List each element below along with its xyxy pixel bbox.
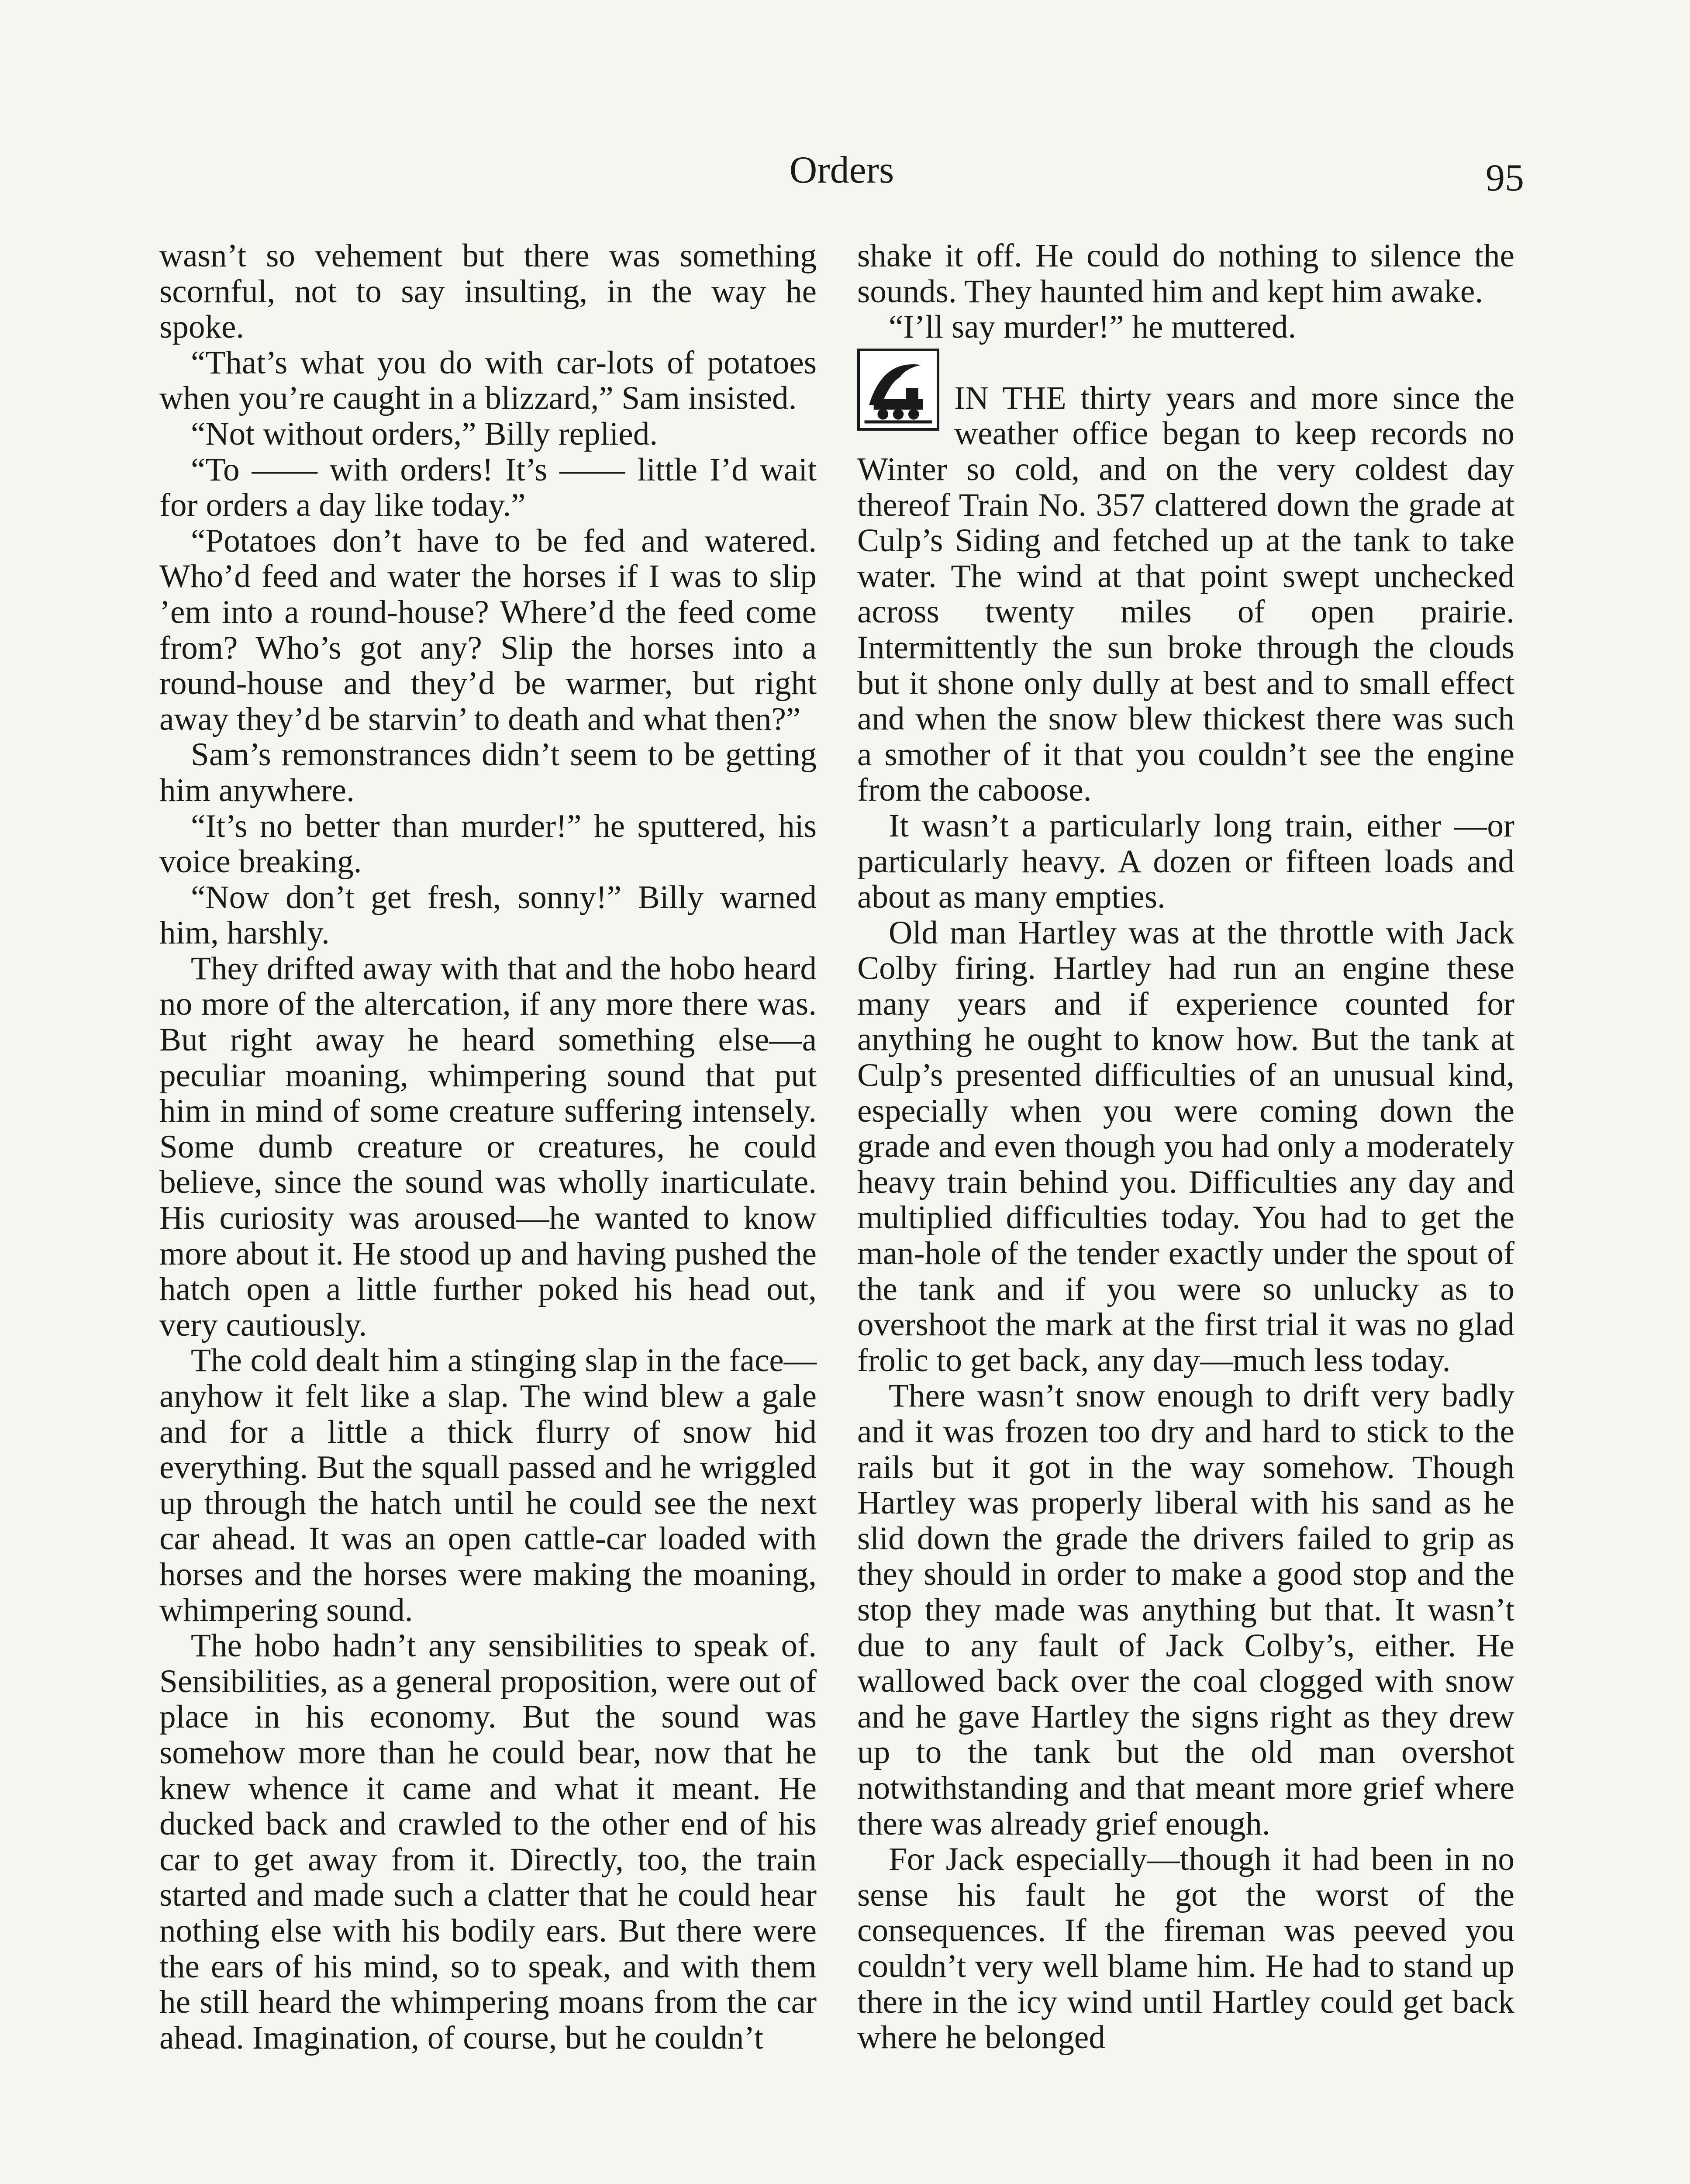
- page-number: 95: [1486, 157, 1524, 199]
- paragraph: “That’s what you do with car-lots of potatoes when you’re caught in a blizzard,” Sam insisted.: [159, 344, 817, 417]
- paragraph: “Potatoes don’t have to be fed and watered. Who’d feed and water the horses if I was to slip ’em into a round-house? Where’d the feed come from? Who’s got any? Slip the horses into a round-house and they’d be warmer, but right away they’d be starvin’ to death and what then?”: [159, 522, 817, 737]
- paragraph: It wasn’t a particularly long train, either —or particularly heavy. A dozen or fifteen loads and about as many empties.: [857, 807, 1514, 916]
- paragraph: They drifted away with that and the hobo heard no more of the altercation, if any more there was. But right away he heard something else—a peculiar moaning, whimpering sound that put him in mind of some creature suffering intensely. Some dumb creature or creatures, he could believe, since the sound was wholly inarticulate. His curiosity was aroused—he wanted to know more about it. He stood up and having pushed the hatch open a little further poked his head out, very cautiously.: [159, 950, 817, 1343]
- paragraph: For Jack especially—though it had been in no sense his fault he got the worst of the consequences. If the fireman was peeved you couldn’t very well blame him. He had to stand up there in the icy wind until Hartley could get back where he belonged: [857, 1841, 1514, 2056]
- left-column: [159, 238, 817, 2056]
- paragraph: There wasn’t snow enough to drift very badly and it was frozen too dry and hard to stick to the rails but it got in the way somehow. Though Hartley was properly liberal with his sand as he slid down the grade the drivers failed to grip as they should in order to make a good stop and the stop they made was anything but that. It wasn’t due to any fault of Jack Colby’s, either. He wallowed back over the coal clogged with snow and he gave Hartley the signs right as they drew up to the tank but the old man overshot notwithstanding and that meant more grief where there was already grief enough.: [857, 1378, 1514, 1842]
- running-title: Orders: [789, 149, 894, 191]
- paragraph: “Not without orders,” Billy replied.: [191, 415, 658, 452]
- paragraph: shake it off. He could do nothing to silence the sounds. They haunted him and kept him awake.: [857, 238, 1514, 310]
- paragraph: Old man Hartley was at the throttle with Jack Colby firing. Hartley had run an engine these many years and if experience counted for anything he ought to know how. But the tank at Culp’s presented difficulties of an unusual kind, especially when you were coming down the grade and even though you had only a moderately heavy train behind you. Difficulties any day and multiplied difficulties today. You had to get the man-hole of the tender exactly under the spout of the tank and if you were so unlucky as to overshoot the mark at the first trial it was no glad frolic to get back, any day—much less today.: [857, 914, 1514, 1379]
- paragraph: “It’s no better than murder!” he sputtered, his voice breaking.: [159, 808, 817, 880]
- page-header: [159, 144, 1524, 205]
- locomotive-vignette-svg: [860, 351, 937, 428]
- paragraph: “To —— with orders! It’s —— little I’d wait for orders a day like today.”: [159, 451, 817, 524]
- paragraph: wasn’t so vehement but there was something scornful, not to say insulting, in the way he spoke.: [159, 238, 817, 346]
- locomotive-vignette-icon: [857, 349, 939, 431]
- paragraph: The hobo hadn’t any sensibilities to speak of. Sensibilities, as a general proposition, were out of place in his economy. But the sound was somehow more than he could bear, now that he knew whence it came and what it meant. He ducked back and crawled to the other end of his car to get away from it. Directly, too, the train started and made such a clatter that he could hear nothing else with his bodily ears. But there were the ears of his mind, so to speak, and with them he still heard the whimpering moans from the car ahead. Imagination, of course, but he couldn’t: [159, 1628, 817, 2056]
- paragraph: “Now don’t get fresh, sonny!” Billy warned him, harshly.: [159, 879, 817, 951]
- paragraph: “I’ll say murder!” he muttered.: [889, 309, 1297, 346]
- paragraph-dropcap: IN THE thirty years and more since the weather office began to keep records no Winter so cold, and on the very coldest day thereof Train No. 357 clattered down the grade at Culp’s Siding and fetched up at the tank to take water. The wind at that point swept unchecked across twenty miles of open prairie. Intermittently the sun broke through the clouds but it shone only dully at best and to small effect and when the snow blew thickest there was such a smother of it that you couldn’t see the engine from the caboose.: [857, 380, 1514, 809]
- paragraph: The cold dealt him a stinging slap in the face—anyhow it felt like a slap. The wind blew a gale and for a little a thick flurry of snow hid everything. But the squall passed and he wriggled up through the hatch until he could see the next car ahead. It was an open cattle-car loaded with horses and the horses were making the moaning, whimpering sound.: [159, 1342, 817, 1628]
- paragraph: Sam’s remonstrances didn’t seem to be getting him anywhere.: [159, 736, 817, 809]
- right-column: [857, 238, 1514, 2056]
